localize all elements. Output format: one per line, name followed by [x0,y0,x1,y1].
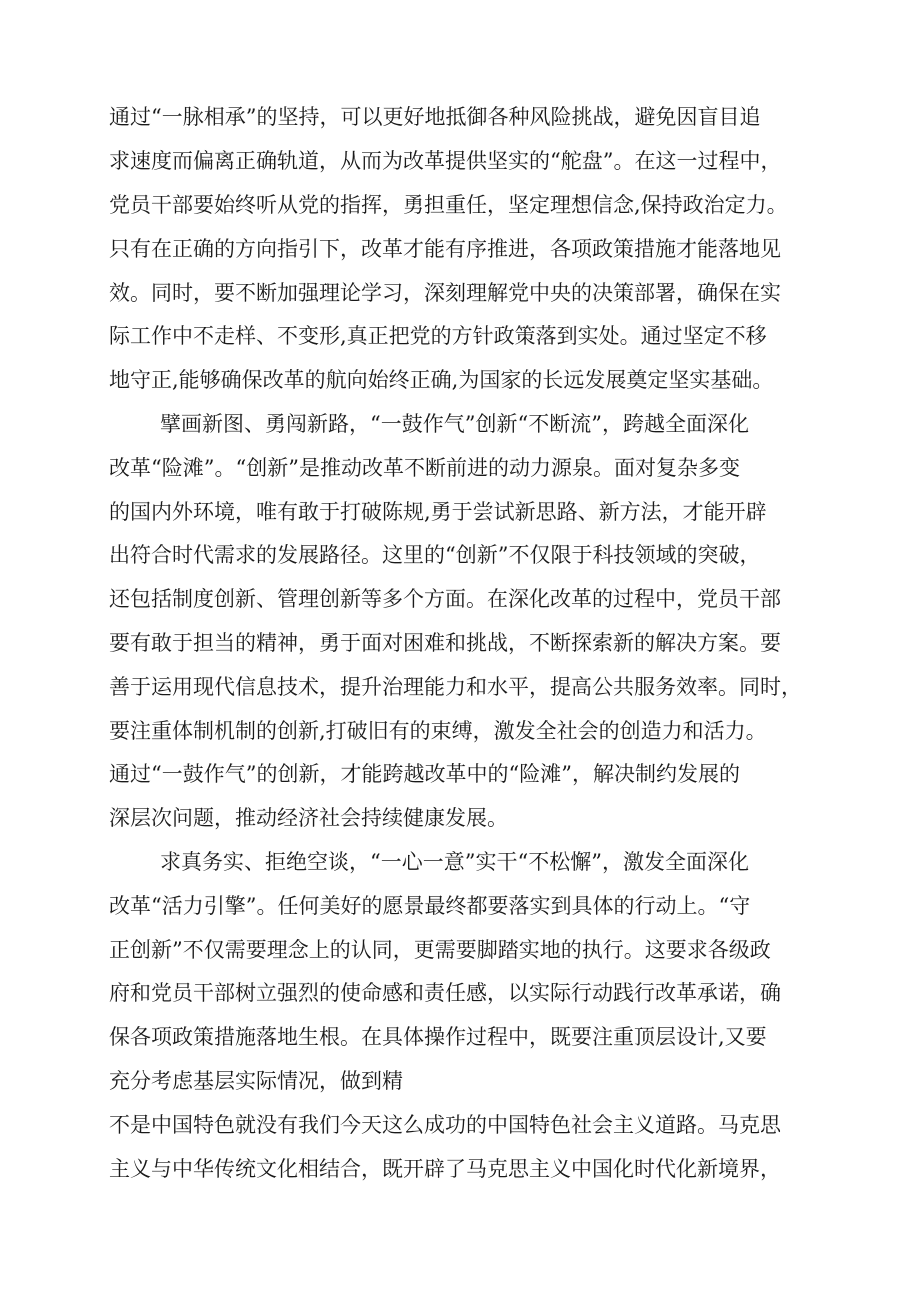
text-line: 出符合时代需求的发展路径。这里的“创新”不仅限于科技领域的突破， [109,543,761,567]
text-line: 要有敢于担当的精神，勇于面对困难和挑战，不断探索新的解决方案。要 [109,631,781,655]
text-line: 只有在正确的方向指引下，改革才能有序推进，各项政策措施才能落地见 [109,237,781,261]
text-line: 善于运用现代信息技术，提升治理能力和水平，提高公共服务效率。同时， [109,675,802,699]
text-line: 要注重体制机制的创新,打破旧有的束缚，激发全社会的创造力和活力。 [109,719,767,743]
text-line: 正创新”不仅需要理念上的认同，更需要脚踏实地的执行。这要求各级政 [109,938,771,962]
text-line: 充分考虑基层实际情况，做到精 [109,1069,403,1093]
text-line: 不是中国特色就没有我们今天这么成功的中国特色社会主义道路。马克思 [109,1113,781,1137]
paragraph-start-line: 求真务实、拒绝空谈，“一心一意”实干“不松懈”，激发全面深化 [160,850,749,874]
text-line: 主义与中华传统文化相结合，既开辟了马克思主义中国化时代化新境界， [109,1157,781,1181]
text-line: 保各项政策措施落地生根。在具体操作过程中，既要注重顶层设计,又要 [109,1025,767,1049]
text-line: 通过“一脉相承”的坚持，可以更好地抵御各种风险挑战，避免因盲目追 [109,105,761,129]
text-line: 际工作中不走样、不变形,真正把党的方针政策落到实处。通过坚定不移 [109,324,767,348]
text-line: 改革“险滩”。“创新”是推动改革不断前进的动力源泉。面对复杂多变 [109,456,740,480]
text-line: 党员干部要始终听从党的指挥，勇担重任，坚定理想信念,保持政治定力。 [109,193,788,217]
text-line: 府和党员干部树立强烈的使命感和责任感，以实际行动践行改革承诺，确 [109,981,781,1005]
text-line: 改革“活力引擎”。任何美好的愿景最终都要落实到具体的行动上。“守 [109,894,751,918]
text-line: 地守正,能够确保改革的航向始终正确,为国家的长远发展奠定坚实基础。 [109,368,774,392]
paragraph-start-line: 擘画新图、勇闯新路，“一鼓作气”创新“不断流”，跨越全面深化 [160,412,749,436]
text-line: 深层次问题，推动经济社会持续健康发展。 [109,806,508,830]
text-line: 的国内外环境，唯有敢于打破陈规,勇于尝试新思路、新方法，才能开辟 [109,500,767,524]
text-line: 效。同时，要不断加强理论学习，深刻理解党中央的决策部署，确保在实 [109,281,781,305]
text-line: 通过“一鼓作气”的创新，才能跨越改革中的“险滩”，解决制约发展的 [109,762,740,786]
text-line: 还包括制度创新、管理创新等多个方面。在深化改革的过程中，党员干部 [109,587,781,611]
text-line: 求速度而偏离正确轨道，从而为改革提供坚实的“舵盘”。在这一过程中， [109,149,782,173]
